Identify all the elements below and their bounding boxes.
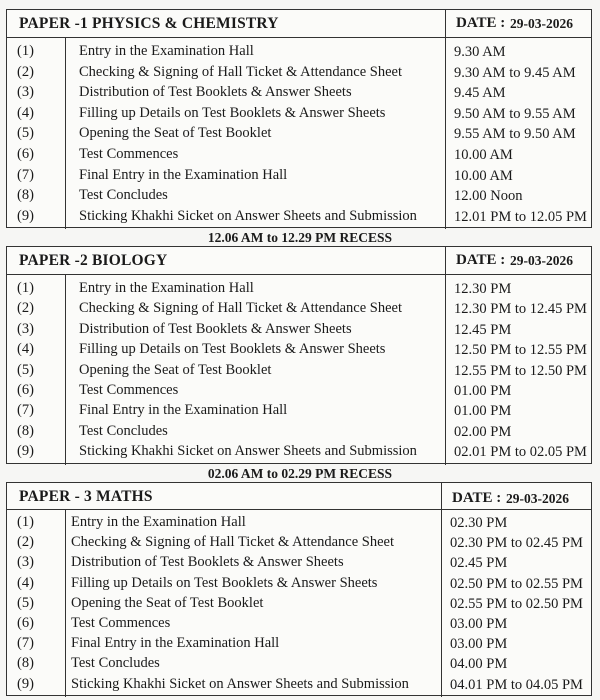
row-activity: Distribution of Test Booklets & Answer Sheets — [79, 84, 352, 101]
row-activity: Sticking Khakhi Sicket on Answer Sheets and Submission — [79, 443, 417, 460]
exam-date: 29-03-2026 — [510, 253, 573, 268]
row-activity: Checking & Signing of Hall Ticket & Attendance Sheet — [71, 534, 394, 551]
table-row — [7, 144, 591, 165]
table-row — [7, 103, 591, 124]
row-time: 03.00 PM — [450, 636, 508, 653]
row-number: (3) — [17, 320, 34, 337]
table-row — [7, 674, 591, 695]
table-row — [7, 360, 591, 381]
row-time: 02.01 PM to 02.05 PM — [454, 444, 587, 461]
date-label: DATE : — [452, 490, 502, 506]
row-number: (4) — [17, 104, 34, 121]
table-row — [7, 319, 591, 340]
row-time: 12.45 PM — [454, 321, 512, 338]
table-row — [7, 165, 591, 186]
row-activity: Checking & Signing of Hall Ticket & Attendance Sheet — [79, 63, 402, 80]
table-row — [7, 653, 591, 674]
row-time: 9.30 AM — [454, 44, 506, 60]
paper-title: PAPER -1 PHYSICS & CHEMISTRY — [19, 15, 279, 32]
table-row — [7, 552, 591, 573]
table-row — [7, 613, 591, 634]
row-activity: Sticking Khakhi Sicket on Answer Sheets and Submission — [79, 207, 417, 224]
row-time: 03.00 PM — [450, 616, 508, 632]
table-row — [7, 441, 591, 462]
date-box — [445, 247, 591, 274]
row-time: 9.45 AM — [454, 85, 506, 102]
row-number: (4) — [17, 574, 34, 591]
table-row — [7, 532, 591, 553]
row-activity: Filling up Details on Test Booklets & Answer Sheets — [71, 574, 378, 591]
row-activity: Distribution of Test Booklets & Answer Sheets — [79, 320, 352, 337]
row-time: 12.30 PM — [454, 281, 512, 297]
row-activity: Test Concludes — [79, 422, 168, 439]
recess-notice: 02.06 AM to 02.29 PM RECESS — [207, 466, 393, 481]
paper-header — [7, 10, 591, 38]
date-box — [445, 10, 591, 37]
row-time: 12.50 PM to 12.55 PM — [454, 342, 587, 359]
row-activity: Filling up Details on Test Booklets & Answer Sheets — [79, 341, 386, 358]
row-activity: Checking & Signing of Hall Ticket & Attendance Sheet — [79, 300, 402, 317]
paper-2-section — [6, 246, 592, 464]
row-activity: Entry in the Examination Hall — [79, 280, 254, 296]
row-number: (8) — [17, 655, 34, 672]
row-time: 10.00 AM — [454, 167, 513, 184]
row-activity: Opening the Seat of Test Booklet — [79, 361, 272, 378]
row-number: (9) — [17, 207, 34, 224]
row-number: (7) — [17, 635, 34, 652]
row-activity: Test Concludes — [79, 187, 168, 204]
table-row — [7, 206, 591, 227]
paper-title: PAPER - 3 MATHS — [19, 488, 153, 505]
row-number: (9) — [17, 675, 34, 692]
table-row — [7, 298, 591, 319]
schedule-table — [7, 510, 591, 697]
row-time: 01.00 PM — [454, 403, 512, 420]
row-number: (7) — [17, 166, 34, 183]
paper-title: PAPER -2 BIOLOGY — [19, 252, 168, 269]
row-activity: Opening the Seat of Test Booklet — [71, 594, 264, 611]
row-activity: Test Commences — [79, 146, 179, 162]
table-row — [7, 185, 591, 206]
row-number: (8) — [17, 422, 34, 439]
row-activity: Final Entry in the Examination Hall — [79, 402, 288, 419]
table-row — [7, 278, 591, 299]
row-number: (6) — [17, 382, 34, 398]
table-row — [7, 421, 591, 442]
row-time: 12.30 PM to 12.45 PM — [454, 301, 587, 318]
exam-date: 29-03-2026 — [506, 491, 569, 506]
row-time: 9.50 AM to 9.55 AM — [454, 105, 576, 122]
schedule-table — [7, 38, 591, 229]
row-number: (4) — [17, 341, 34, 358]
table-row — [7, 593, 591, 614]
paper-3-section — [6, 482, 592, 696]
table-row — [7, 512, 591, 533]
row-time: 02.55 PM to 02.50 PM — [450, 595, 583, 612]
row-time: 12.00 Noon — [454, 188, 523, 205]
row-number: (7) — [17, 402, 34, 419]
table-row — [7, 41, 591, 62]
row-number: (2) — [17, 300, 34, 317]
paper-1-section — [6, 9, 592, 228]
row-number: (3) — [17, 554, 34, 571]
row-number: (1) — [17, 43, 34, 59]
table-row — [7, 82, 591, 103]
table-row — [7, 62, 591, 83]
table-row — [7, 633, 591, 654]
table-row — [7, 400, 591, 421]
row-number: (6) — [17, 146, 34, 162]
row-time: 01.00 PM — [454, 383, 512, 399]
row-time: 9.55 AM to 9.50 AM — [454, 126, 576, 143]
date-label: DATE : — [456, 15, 506, 31]
row-time: 9.30 AM to 9.45 AM — [454, 64, 576, 81]
row-activity: Entry in the Examination Hall — [71, 514, 246, 530]
row-number: (2) — [17, 63, 34, 80]
date-box — [441, 483, 591, 509]
table-row — [7, 380, 591, 401]
row-number: (5) — [17, 125, 34, 142]
row-activity: Filling up Details on Test Booklets & Answer Sheets — [79, 104, 386, 121]
row-activity: Distribution of Test Booklets & Answer Sheets — [71, 554, 344, 571]
row-number: (5) — [17, 361, 34, 378]
row-time: 02.50 PM to 02.55 PM — [450, 575, 583, 592]
paper-header — [7, 247, 591, 275]
row-activity: Test Concludes — [71, 655, 160, 672]
row-time: 04.01 PM to 04.05 PM — [450, 676, 583, 693]
row-activity: Final Entry in the Examination Hall — [71, 635, 280, 652]
row-number: (2) — [17, 534, 34, 551]
schedule-table — [7, 275, 591, 465]
row-number: (3) — [17, 84, 34, 101]
row-time: 02.45 PM — [450, 555, 508, 572]
row-time: 10.00 AM — [454, 147, 513, 163]
row-time: 04.00 PM — [450, 656, 508, 673]
row-number: (1) — [17, 280, 34, 296]
row-number: (9) — [17, 443, 34, 460]
row-time: 12.55 PM to 12.50 PM — [454, 362, 587, 379]
table-row — [7, 573, 591, 594]
recess-notice: 12.06 AM to 12.29 PM RECESS — [207, 230, 393, 245]
row-number: (1) — [17, 514, 34, 530]
date-label: DATE : — [456, 252, 506, 268]
exam-date: 29-03-2026 — [510, 16, 573, 31]
row-activity: Test Commences — [79, 382, 179, 398]
paper-header — [7, 483, 591, 510]
row-time: 02.30 PM to 02.45 PM — [450, 535, 583, 552]
row-activity: Opening the Seat of Test Booklet — [79, 125, 272, 142]
row-number: (8) — [17, 187, 34, 204]
row-number: (5) — [17, 594, 34, 611]
row-number: (6) — [17, 615, 34, 631]
row-activity: Entry in the Examination Hall — [79, 43, 254, 59]
row-time: 02.30 PM — [450, 515, 508, 531]
table-row — [7, 123, 591, 144]
row-time: 02.00 PM — [454, 423, 512, 440]
row-activity: Sticking Khakhi Sicket on Answer Sheets and Submission — [71, 675, 409, 692]
row-activity: Final Entry in the Examination Hall — [79, 166, 288, 183]
table-row — [7, 339, 591, 360]
row-time: 12.01 PM to 12.05 PM — [454, 208, 587, 225]
row-activity: Test Commences — [71, 615, 171, 631]
